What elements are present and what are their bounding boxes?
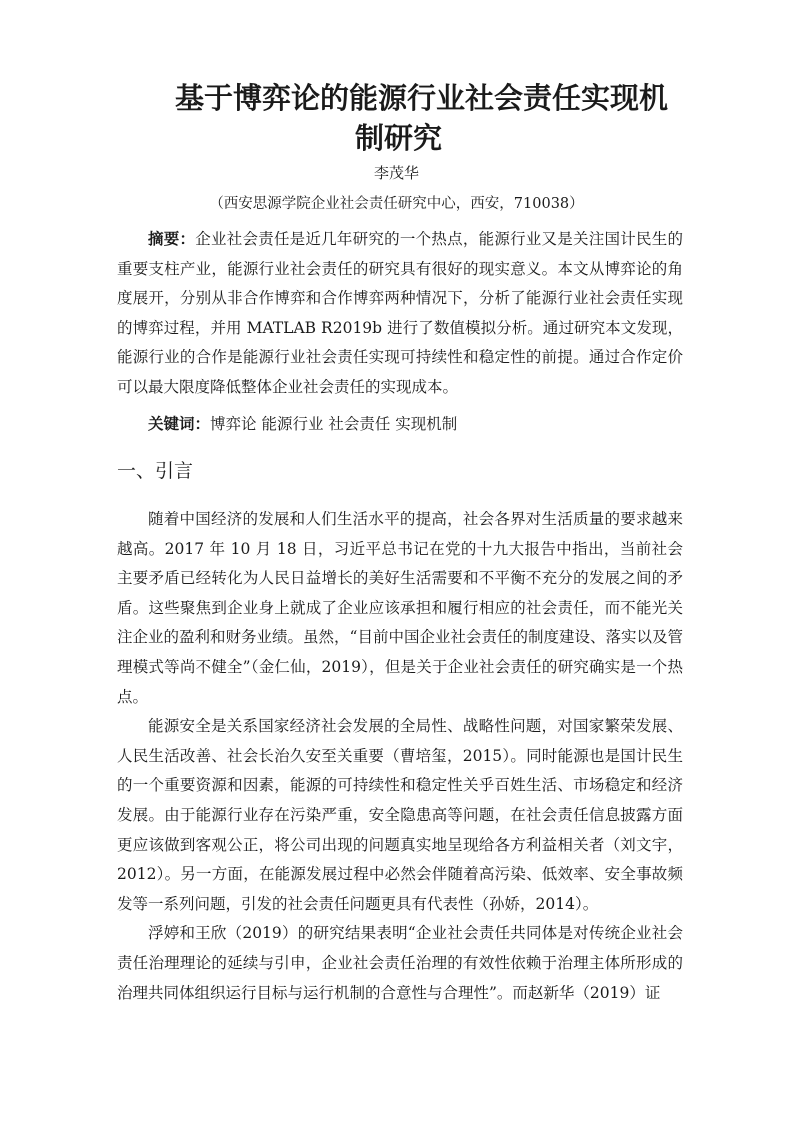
body-text [117,505,683,1008]
keywords-text: 博弈论 能源行业 社会责任 实现机制 [210,415,458,433]
abstract-text: 企业社会责任是近几年研究的一个热点，能源行业又是关注国计民生的重要支柱产业，能源行业社会责任的研究具有很好的现实意义。本文从博弈论的角度展开，分别从非合作博弈和合作博弈两种情况下，分析了能源行业社会责任实现的博弈过程，并用 MATLAB R2019b 进行了数值模拟分析。通过研究本文发现，能源行业的合作是能源行业社会责任实现可持续性和稳定性的前提。通过合作定价可以最大限度降低整体企业社会责任的实现成本。 [117,230,683,396]
keywords-label: 关键词： [148,415,211,433]
abstract-label: 摘要： [148,230,196,248]
keywords [148,410,683,438]
author-name: 李茂华 [373,164,419,182]
paragraph: 浮婷和王欣（2019）的研究结果表明“企业社会责任共同体是对传统企业社会责任治理理论的延续与引申，企业社会责任治理的有效性依赖于治理主体所形成的治理共同体组织运行目标与运行机制的合意性与合理性”。而赵新华（2019）证 [117,924,683,1002]
paper-title [175,78,695,158]
title-line-1: 基于博弈论的能源行业社会责任实现机 [175,81,669,115]
section-heading-introduction: 一、引言 [117,460,194,482]
abstract [117,225,683,403]
paragraph: 能源安全是关系国家经济社会发展的全局性、战略性问题，对国家繁荣发展、人民生活改善、社会长治久安至关重要（曹培玺，2015）。同时能源也是国计民生的一个重要资源和因素，能源的可持续性和稳定性关乎百姓生活、市场稳定和经济发展。由于能源行业存在污染严重，安全隐患高等问题，在社会责任信息披露方面更应该做到客观公正，将公司出现的问题真实地呈现给各方利益相关者（刘文宇，2012）。另一方面，在能源发展过程中必然会伴随着高污染、低效率、安全事故频发等一系列问题，引发的社会责任问题更具有代表性（孙娇，2014）。 [117,717,683,913]
author-affiliation: （西安思源学院企业社会责任研究中心，西安，710038） [209,196,584,212]
title-line-2: 制研究 [355,121,443,155]
paragraph: 随着中国经济的发展和人们生活水平的提高，社会各界对生活质量的要求越来越高。2017 年 10 月 18 日，习近平总书记在党的十九大报告中指出，当前社会主要矛盾已经转化为人民日益增长的美好生活需要和不平衡不充分的发展之间的矛盾。这些聚焦到企业身上就成了企业应该承担和履行相应的社会责任，而不能光关注企业的盈利和财务业绩。虽然，“目前中国企业社会责任的制度建设、落实以及管理模式等尚不健全”（金仁仙，2019），但是关于企业社会责任的研究确实是一个热点。 [117,510,683,706]
